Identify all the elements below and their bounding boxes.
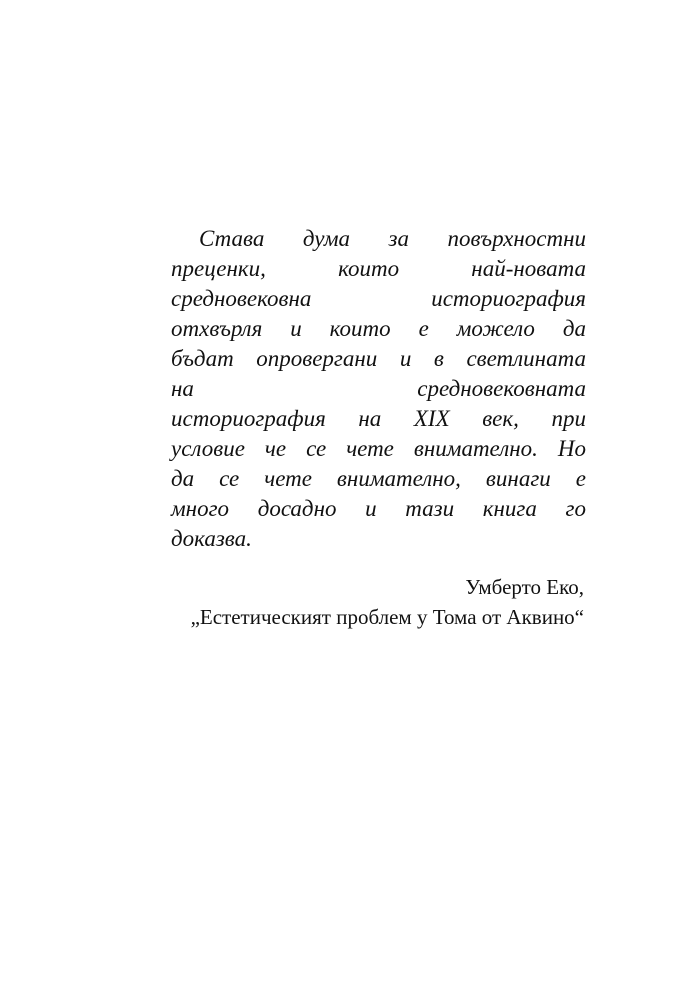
quote-word: на [171,376,194,401]
quote-line [171,224,586,254]
quote-word: век, [482,406,519,431]
quote-word: е [575,466,586,491]
quote-line [171,314,586,344]
quote-word: чете [346,436,394,461]
quote-line [171,404,586,434]
quote-word: че [264,436,287,461]
quote-word: историография [431,286,586,311]
quote-word: най-новата [471,256,586,281]
quote-line [171,434,586,464]
quote-word: се [306,436,327,461]
quote-word: Но [557,436,586,461]
quote-word: се [219,466,240,491]
quote-word: отхвърля [171,316,263,341]
quote-word: преценки, [171,256,266,281]
quote-line [171,344,586,374]
quote-word: опровергани [256,346,378,371]
quote-word: средновековната [417,376,586,401]
quote-word: тази [405,496,455,521]
quote-word: и [365,496,377,521]
quote-word: светлината [466,346,586,371]
quote-word: историография [171,406,326,431]
quote-word: е [418,316,429,341]
epigraph [171,224,586,632]
quote-word: внимателно. [413,436,538,461]
attribution-work: „Естетическият проблем у Тома от Аквино“ [190,605,584,629]
epigraph-quote [171,224,586,554]
quote-word: чете [264,466,312,491]
quote-word: в [433,346,444,371]
quote-word: да [171,466,195,491]
quote-word: доказва. [171,526,252,551]
quote-line [171,374,586,404]
quote-word: за [388,226,409,251]
quote-word: и [290,316,302,341]
quote-word: средновековна [171,286,312,311]
quote-word: при [551,406,586,431]
quote-line [171,494,586,524]
quote-word: внимателно, [336,466,461,491]
quote-line [171,524,586,554]
quote-line [171,284,586,314]
quote-word: Става [199,226,265,251]
quote-line [171,464,586,494]
quote-word: повърхностни [447,226,586,251]
quote-word: и [399,346,412,371]
quote-word: които [338,256,400,281]
quote-word: го [565,496,586,521]
quote-word: дума [302,226,351,251]
quote-word: на [358,406,382,431]
epigraph-attribution [171,572,584,632]
attribution-author: Умберто Еко, [465,575,584,599]
quote-word: бъдат [171,346,234,371]
quote-word: винаги [485,466,551,491]
quote-word: да [562,316,586,341]
quote-word: XIX [413,406,450,431]
quote-word: които [329,316,391,341]
quote-word: можело [456,316,535,341]
quote-line [171,254,586,284]
quote-word: много [171,496,230,521]
quote-word: досадно [257,496,337,521]
quote-word: условие [171,436,245,461]
quote-word: книга [482,496,537,521]
